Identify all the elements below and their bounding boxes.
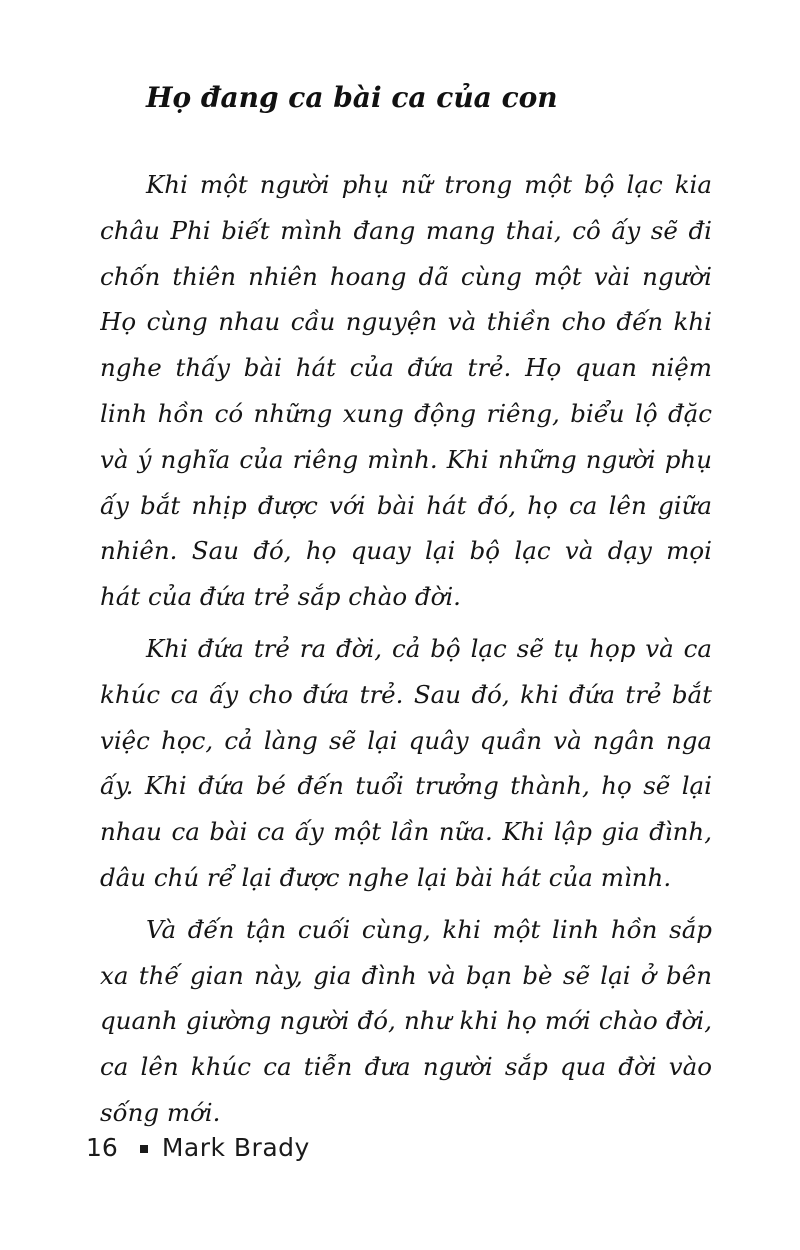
text-line: Họ cùng nhau cầu nguyện và thiền cho đến khi xyxy=(100,307,712,337)
text-line: ấy. Khi đứa bé đến tuổi trưởng thành, họ sẽ lại xyxy=(100,771,712,801)
text-line: dâu chú rể lại được nghe lại bài hát của mình. xyxy=(100,862,672,892)
text-line: Khi một người phụ nữ trong một bộ lạc kia xyxy=(146,170,712,199)
bullet-separator-icon xyxy=(140,1145,148,1153)
chapter-title: Họ đang ca bài ca của con xyxy=(146,81,558,114)
text-line: ca lên khúc ca tiễn đưa người sắp qua đời vào xyxy=(100,1052,712,1082)
body-text xyxy=(100,162,712,1136)
author-name: Mark Brady xyxy=(161,1133,310,1162)
text-line: và ý nghĩa của riêng mình. Khi những người phụ xyxy=(100,444,712,474)
text-line: nhiên. Sau đó, họ quay lại bộ lạc và dạy mọi xyxy=(100,536,712,566)
text-line: sống mới. xyxy=(100,1097,221,1127)
text-line: châu Phi biết mình đang mang thai, cô ấy sẽ đi xyxy=(100,215,712,245)
text-line: Và đến tận cuối cùng, khi một linh hồn sắp xyxy=(146,914,712,944)
paragraph-3 xyxy=(100,907,712,1136)
text-line: nghe thấy bài hát của đứa trẻ. Họ quan niệm xyxy=(100,353,712,383)
text-line: quanh giường người đó, như khi họ mới chào đời, xyxy=(100,1006,712,1036)
paragraph-2 xyxy=(100,626,712,901)
text-line: hát của đứa trẻ sắp chào đời. xyxy=(100,582,461,612)
text-line: việc học, cả làng sẽ lại quây quần và ngân nga xyxy=(100,725,712,755)
text-line: chốn thiên nhiên hoang dã cùng một vài người xyxy=(100,261,712,291)
text-line: linh hồn có những xung động riêng, biểu lộ đặc xyxy=(100,398,712,428)
paragraph-1 xyxy=(100,162,712,620)
page-number: 16 xyxy=(86,1133,118,1162)
page-footer xyxy=(86,1130,310,1166)
text-line: nhau ca bài ca ấy một lần nữa. Khi lập gia đình, xyxy=(100,817,712,847)
text-line: ấy bắt nhịp được với bài hát đó, họ ca lên giữa xyxy=(100,490,712,520)
text-line: khúc ca ấy cho đứa trẻ. Sau đó, khi đứa trẻ bắt xyxy=(100,679,712,709)
text-line: xa thế gian này, gia đình và bạn bè sẽ lại ở bên xyxy=(100,960,712,990)
text-line: Khi đứa trẻ ra đời, cả bộ lạc sẽ tụ họp và ca xyxy=(146,633,712,663)
